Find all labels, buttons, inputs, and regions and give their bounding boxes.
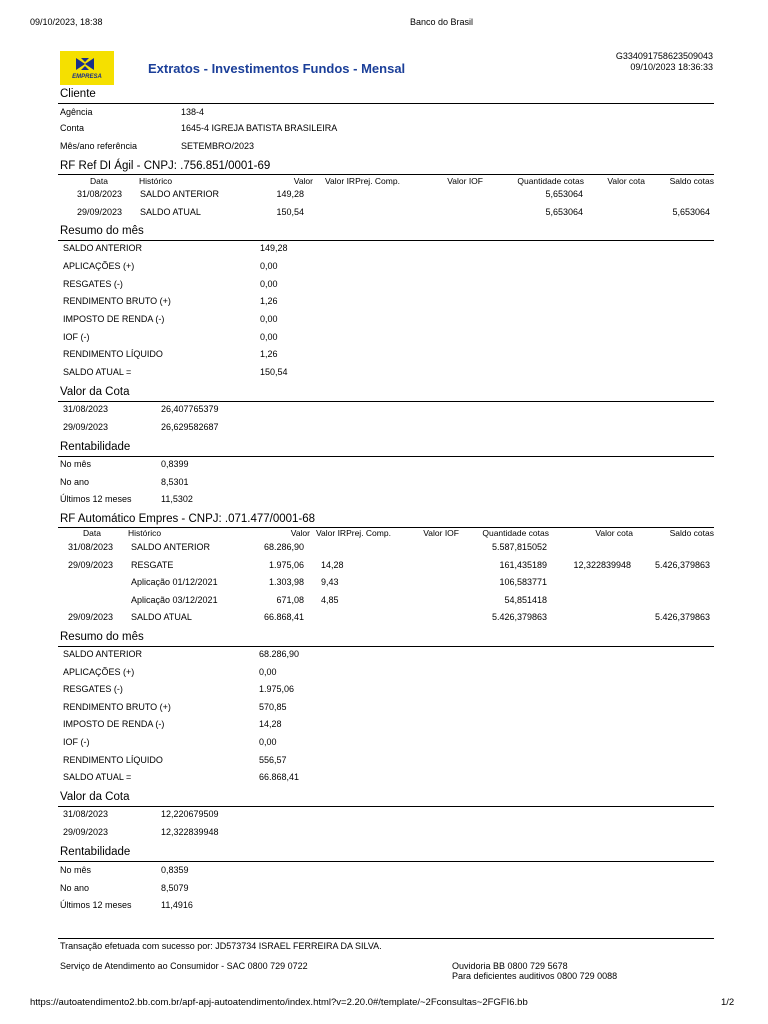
- movement-valor-cota: 12,322839948: [573, 560, 631, 570]
- valor-cota-value: 12,220679509: [161, 809, 219, 819]
- movement-historico: SALDO ATUAL: [131, 612, 192, 622]
- movement-date: 29/09/2023: [76, 207, 122, 217]
- resumo-label: SALDO ATUAL =: [63, 772, 132, 782]
- movement-qtd-cotas: 161,435189: [499, 560, 547, 570]
- col-header-historico: Histórico: [139, 176, 173, 186]
- rentabilidade-divider: [58, 456, 714, 457]
- movement-valor: 1.975,06: [268, 560, 304, 570]
- logo-text: EMPRESA: [72, 74, 102, 80]
- col-header-valor-iof: Valor IOF: [423, 528, 459, 538]
- movement-saldo-cotas: 5.426,379863: [654, 560, 710, 570]
- resumo-value: 14,28: [259, 719, 282, 729]
- rentabilidade-value: 8,5301: [161, 477, 189, 487]
- col-header-valor-cota: Valor cota: [595, 528, 633, 538]
- movement-qtd-cotas: 106,583771: [499, 577, 547, 587]
- resumo-value: 1.975,06: [259, 684, 295, 694]
- col-header-historico: Histórico: [128, 528, 162, 538]
- movement-qtd-cotas: 5,653064: [545, 189, 583, 199]
- resumo-label: SALDO ANTERIOR: [63, 243, 143, 253]
- valor-cota-date: 29/09/2023: [63, 422, 109, 432]
- resumo-value: 66.868,41: [259, 772, 300, 782]
- movement-historico: Aplicação 03/12/2021: [131, 595, 218, 605]
- resumo-label: RENDIMENTO LÍQUIDO: [63, 755, 163, 765]
- movement-saldo-cotas: 5,653064: [672, 207, 710, 217]
- col-header-saldo-cotas: Saldo cotas: [669, 528, 714, 538]
- col-header-valor-iof: Valor IOF: [447, 176, 483, 186]
- rentabilidade-value: 11,4916: [161, 900, 193, 910]
- movement-ir: 14,28: [321, 560, 344, 570]
- movement-date: 31/08/2023: [76, 189, 122, 199]
- resumo-label: SALDO ATUAL =: [63, 367, 132, 377]
- col-header-valor-ir: Valor IRPrej. Comp.: [316, 528, 391, 538]
- movement-valor: 1.303,98: [268, 577, 304, 587]
- resumo-value: 0,00: [259, 667, 277, 677]
- rentabilidade-heading: Rentabilidade: [60, 441, 131, 453]
- rentabilidade-label: No ano: [60, 883, 90, 893]
- valor-cota-value: 12,322839948: [161, 827, 219, 837]
- resumo-value: 68.286,90: [259, 649, 300, 659]
- client-value: SETEMBRO/2023: [181, 141, 255, 151]
- rentabilidade-label: Últimos 12 meses: [60, 900, 132, 910]
- rentabilidade-heading: Rentabilidade: [60, 846, 131, 858]
- client-label: Conta: [60, 123, 85, 133]
- valor-cota-heading: Valor da Cota: [60, 386, 130, 398]
- client-divider: [58, 103, 714, 104]
- fund-title-divider: [58, 174, 714, 175]
- rentabilidade-value: 8,5079: [161, 883, 189, 893]
- movement-historico: Aplicação 01/12/2021: [131, 577, 218, 587]
- rentabilidade-divider: [58, 861, 714, 862]
- valor-cota-divider: [58, 401, 714, 402]
- movement-date: 29/09/2023: [67, 612, 113, 622]
- resumo-value: 149,28: [260, 243, 288, 253]
- movement-valor: 66.868,41: [263, 612, 304, 622]
- resumo-label: IOF (-): [63, 737, 90, 747]
- rentabilidade-label: No ano: [60, 477, 90, 487]
- resumo-label: RESGATES (-): [63, 684, 123, 694]
- movement-qtd-cotas: 5.587,815052: [491, 542, 547, 552]
- resumo-value: 0,00: [260, 314, 278, 324]
- col-header-valor-cota: Valor cota: [607, 176, 645, 186]
- sac-phone: Serviço de Atendimento ao Consumidor - SAC 0800 729 0722: [60, 961, 308, 971]
- resumo-value: 556,57: [259, 755, 287, 765]
- col-header-qtd-cotas: Quantidade cotas: [482, 528, 549, 538]
- movement-ir: 4,85: [321, 595, 339, 605]
- movement-qtd-cotas: 5.426,379863: [491, 612, 547, 622]
- resumo-divider: [58, 646, 714, 647]
- col-header-valor: Valor: [293, 176, 313, 186]
- resumo-value: 0,00: [260, 261, 278, 271]
- resumo-label: IMPOSTO DE RENDA (-): [63, 314, 165, 324]
- print-datetime: 09/10/2023, 18:38: [30, 17, 103, 27]
- resumo-label: SALDO ANTERIOR: [63, 649, 143, 659]
- document-title: Extratos - Investimentos Fundos - Mensal: [148, 61, 406, 76]
- footer-divider: [58, 938, 714, 939]
- resumo-value: 1,26: [260, 296, 278, 306]
- movement-valor: 150,54: [276, 207, 304, 217]
- client-heading: Cliente: [60, 88, 96, 100]
- document-code: G334091758623509043: [615, 51, 713, 61]
- resumo-label: APLICAÇÕES (+): [63, 261, 135, 271]
- resumo-value: 1,26: [260, 349, 278, 359]
- resumo-value: 0,00: [259, 737, 277, 747]
- movement-date: 31/08/2023: [67, 542, 113, 552]
- movement-ir: 9,43: [321, 577, 339, 587]
- valor-cota-date: 31/08/2023: [63, 404, 109, 414]
- col-header-data: Data: [83, 528, 101, 538]
- movement-valor: 149,28: [276, 189, 304, 199]
- resumo-label: IOF (-): [63, 332, 90, 342]
- resumo-value: 0,00: [260, 279, 278, 289]
- transaction-note: Transação efetuada com sucesso por: JD573734 ISRAEL FERREIRA DA SILVA.: [60, 941, 382, 951]
- valor-cota-heading: Valor da Cota: [60, 791, 130, 803]
- fund-title: RF Ref DI Ágil - CNPJ: .756.851/0001-69: [60, 160, 271, 172]
- document-timestamp: 09/10/2023 18:36:33: [630, 62, 713, 72]
- rentabilidade-value: 11,5302: [161, 494, 193, 504]
- client-label: Agência: [60, 107, 93, 117]
- col-header-data: Data: [90, 176, 108, 186]
- movement-valor: 671,08: [276, 595, 304, 605]
- valor-cota-value: 26,629582687: [161, 422, 219, 432]
- movement-saldo-cotas: 5.426,379863: [654, 612, 710, 622]
- print-page-title: Banco do Brasil: [410, 17, 474, 27]
- col-header-valor-ir: Valor IRPrej. Comp.: [325, 176, 400, 186]
- fund-title: RF Automático Empres - CNPJ: .071.477/0001-68: [60, 513, 316, 525]
- resumo-label: APLICAÇÕES (+): [63, 667, 135, 677]
- movement-historico: SALDO ANTERIOR: [131, 542, 211, 552]
- rentabilidade-label: No mês: [60, 865, 92, 875]
- resumo-label: RESGATES (-): [63, 279, 123, 289]
- col-header-qtd-cotas: Quantidade cotas: [517, 176, 584, 186]
- bb-logo-icon: [73, 56, 97, 72]
- print-url: https://autoatendimento2.bb.com.br/apf-apj-autoatendimento/index.html?v=2.20.0#/template/~2Fconsultas~2FGFI6.bb: [30, 997, 528, 1008]
- resumo-label: RENDIMENTO LÍQUIDO: [63, 349, 163, 359]
- col-header-valor: Valor: [290, 528, 310, 538]
- valor-cota-date: 31/08/2023: [63, 809, 109, 819]
- rentabilidade-value: 0,8359: [161, 865, 189, 875]
- valor-cota-value: 26,407765379: [161, 404, 219, 414]
- col-header-saldo-cotas: Saldo cotas: [669, 176, 714, 186]
- movement-qtd-cotas: 54,851418: [504, 595, 547, 605]
- movement-valor: 68.286,90: [263, 542, 304, 552]
- movement-historico: SALDO ATUAL: [140, 207, 201, 217]
- movement-date: 29/09/2023: [67, 560, 113, 570]
- client-label: Mês/ano referência: [60, 141, 138, 151]
- resumo-label: IMPOSTO DE RENDA (-): [63, 719, 165, 729]
- resumo-divider: [58, 240, 714, 241]
- print-page-number: 1/2: [721, 997, 735, 1008]
- resumo-heading: Resumo do mês: [60, 631, 144, 643]
- client-value: 1645-4 IGREJA BATISTA BRASILEIRA: [181, 123, 338, 133]
- valor-cota-divider: [58, 806, 714, 807]
- rentabilidade-value: 0,8399: [161, 459, 189, 469]
- resumo-value: 150,54: [260, 367, 288, 377]
- rentabilidade-label: Últimos 12 meses: [60, 494, 132, 504]
- valor-cota-date: 29/09/2023: [63, 827, 109, 837]
- resumo-heading: Resumo do mês: [60, 225, 144, 237]
- resumo-value: 570,85: [259, 702, 287, 712]
- movement-historico: SALDO ANTERIOR: [140, 189, 220, 199]
- movement-historico: RESGATE: [131, 560, 174, 570]
- resumo-label: RENDIMENTO BRUTO (+): [63, 296, 171, 306]
- resumo-label: RENDIMENTO BRUTO (+): [63, 702, 171, 712]
- rentabilidade-label: No mês: [60, 459, 92, 469]
- resumo-value: 0,00: [260, 332, 278, 342]
- bank-logo: [60, 51, 114, 85]
- ouvidoria-phone: Ouvidoria BB 0800 729 5678: [452, 961, 568, 971]
- client-value: 138-4: [181, 107, 205, 117]
- deaf-phone: Para deficientes auditivos 0800 729 0088: [452, 971, 618, 981]
- movement-qtd-cotas: 5,653064: [545, 207, 583, 217]
